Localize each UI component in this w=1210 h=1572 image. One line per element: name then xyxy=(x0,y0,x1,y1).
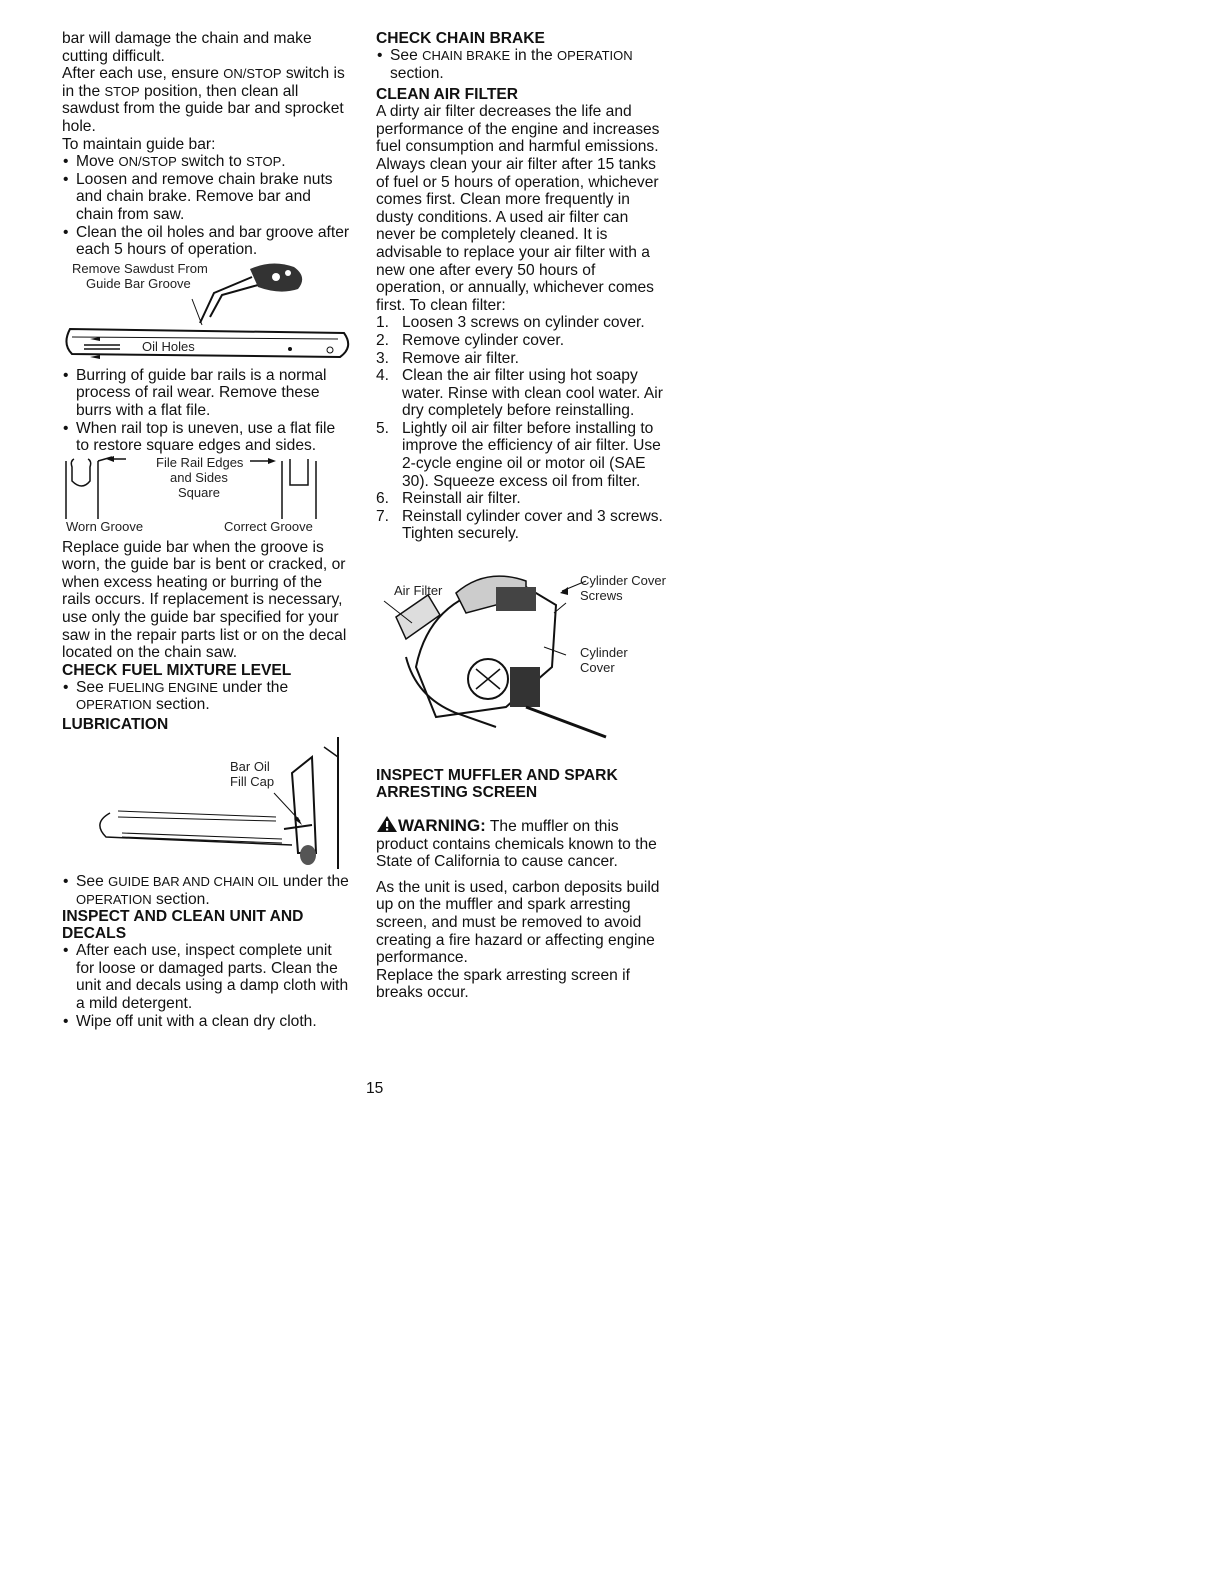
heading-clean-air-filter: CLEAN AIR FILTER xyxy=(376,86,519,104)
figure-label: and Sides xyxy=(170,469,228,485)
list-item: 5. Lightly oil air filter before installing to improve the efficiency of air filter. Use 2-cycle engine oil or motor oil (SAE 30). Squeeze excess oil from filter. xyxy=(376,419,661,490)
list-item: 1. Loosen 3 screws on cylinder cover. xyxy=(376,314,645,332)
figure-label-correct-groove: Correct Groove xyxy=(224,518,313,534)
oil-cap-illustration xyxy=(62,733,352,873)
figure-label: Bar Oil xyxy=(230,759,270,775)
brake-bullet-list xyxy=(376,47,668,82)
list-item: • Move ON/STOP switch to STOP. xyxy=(62,153,352,171)
paragraph-air-filter: A dirty air filter decreases the life and performance of the engine and increases fuel consumption and harmful emissions. Always clean your air filter after 15 tanks of fuel or 5 hours of operation, whichever comes first. Clean more frequently in dusty conditions. A used air filter can never be completely cleaned. It is advisable to replace your air filter with a new one after every 50 hours of operation, or annually, whichever comes first. To clean filter: xyxy=(376,103,660,314)
figure-guide-bar-groove xyxy=(62,259,352,367)
list-item: 7. Reinstall cylinder cover and 3 screws. Tighten securely. xyxy=(376,507,663,543)
figure-label: File Rail Edges xyxy=(156,454,244,470)
list-item: • See FUELING ENGINE under the OPERATION section. xyxy=(62,679,352,714)
list-item: • Wipe off unit with a clean dry cloth. xyxy=(62,1013,352,1031)
list-item: 3. Remove air filter. xyxy=(376,349,519,367)
left-column xyxy=(62,30,352,1030)
figure-label: Square xyxy=(178,484,220,500)
list-item: • After each use, inspect complete unit for loose or damaged parts. Clean the unit and decals using a damp cloth with a mild detergent. xyxy=(62,942,352,1012)
figure-label: Remove Sawdust From xyxy=(72,260,208,276)
inspect-bullet-list xyxy=(62,942,352,1030)
figure-air-filter xyxy=(376,557,668,757)
paragraph-replace-guide-bar: Replace guide bar when the groove is worn, the guide bar is bent or cracked, or when excess heating or burring of the rails occurs. If replacement is necessary, use only the guide bar specified for your saw in the repair parts list or on the decal located on the chain saw. xyxy=(62,538,347,662)
warning-icon xyxy=(376,815,398,833)
list-item: 2. Remove cylinder cover. xyxy=(376,331,565,349)
paragraph-carbon-deposits: As the unit is used, carbon deposits build up on the muffler and spark arresting screen, and must be removed to avoid creating a fire hazard or affecting engine performance. xyxy=(376,878,660,967)
heading-inspect-clean: INSPECT AND CLEAN UNIT AND DECALS xyxy=(62,908,304,943)
heading-inspect-muffler: INSPECT MUFFLER AND SPARK ARRESTING SCREEN xyxy=(376,767,618,802)
list-item: 6. Reinstall air filter. xyxy=(376,490,521,508)
paragraph-after-use: After each use, ensure ON/STOP switch is in the STOP position, then clean all sawdust from the guide bar and sprocket hole. xyxy=(62,65,345,135)
figure-label-air-filter: Air Filter xyxy=(394,583,443,599)
fuel-bullet-list xyxy=(62,679,352,714)
figure-label: Cylinder xyxy=(580,645,628,661)
paragraph-bar-damage: bar will damage the chain and make cutting difficult. xyxy=(62,30,312,65)
list-item: • See CHAIN BRAKE in the OPERATION section. xyxy=(376,47,668,82)
list-item: 4. Clean the air filter using hot soapy water. Rinse with clean cool water. Air dry completely before reinstalling. xyxy=(376,367,663,420)
page-number: 15 xyxy=(366,1080,384,1097)
figure-groove-comparison xyxy=(62,455,352,539)
list-item: • Burring of guide bar rails is a normal process of rail wear. Remove these burrs with a flat file. xyxy=(62,367,352,420)
paragraph-maintain-intro: To maintain guide bar: xyxy=(62,135,216,153)
figure-label-oil-holes: Oil Holes xyxy=(142,338,195,354)
lubrication-bullet-list xyxy=(62,873,352,908)
figure-label: Cylinder Cover xyxy=(580,573,666,589)
figure-label: Fill Cap xyxy=(230,774,275,790)
figure-bar-oil xyxy=(62,733,352,873)
air-filter-steps xyxy=(376,314,668,543)
figure-label-worn-groove: Worn Groove xyxy=(66,518,144,534)
warning-paragraph: WARNING: The muffler on this product contains chemicals known to the State of California to cause cancer. xyxy=(376,816,657,871)
maintain-bullet-list xyxy=(62,153,352,259)
list-item: • See GUIDE BAR AND CHAIN OIL under the OPERATION section. xyxy=(62,873,352,908)
figure-label: Guide Bar Groove xyxy=(86,275,191,291)
figure-label: Screws xyxy=(580,588,623,604)
heading-check-fuel: CHECK FUEL MIXTURE LEVEL xyxy=(62,661,292,679)
list-item: • Loosen and remove chain brake nuts and chain brake. Remove bar and chain from saw. xyxy=(62,171,352,224)
paragraph-replace-screen: Replace the spark arresting screen if breaks occur. xyxy=(376,966,630,1002)
heading-check-chain-brake: CHECK CHAIN BRAKE xyxy=(376,30,545,47)
figure-label: Cover xyxy=(580,660,615,676)
burring-bullet-list xyxy=(62,367,352,455)
right-column xyxy=(376,30,668,1002)
list-item: • Clean the oil holes and bar groove after each 5 hours of operation. xyxy=(62,224,352,259)
list-item: • When rail top is uneven, use a flat file to restore square edges and sides. xyxy=(62,420,352,455)
heading-lubrication: LUBRICATION xyxy=(62,716,169,734)
